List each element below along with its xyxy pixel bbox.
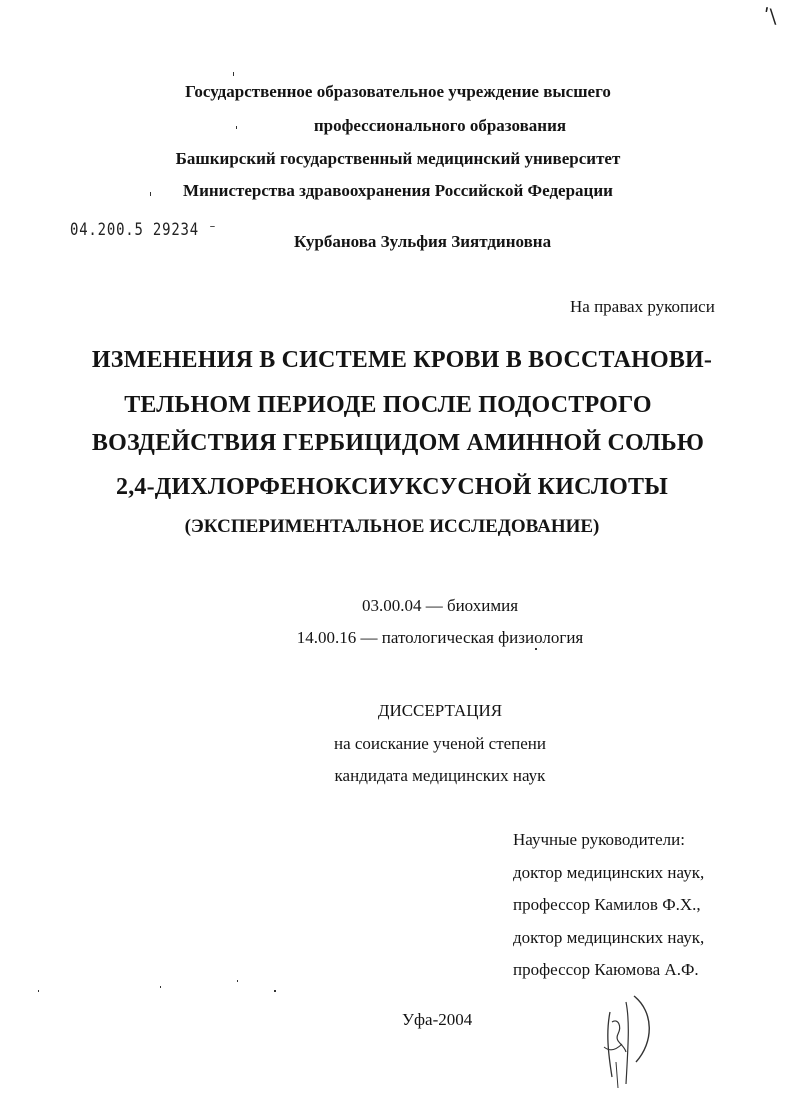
corner-handwritten-mark: ʹ\	[764, 4, 777, 28]
institution-line-2: профессионального образования	[313, 116, 567, 135]
scan-speck	[274, 990, 276, 992]
supervisor-line-3: доктор медицинских наук,	[513, 928, 705, 947]
title-line-3: ВОЗДЕЙСТВИЯ ГЕРБИЦИДОМ АМИННОЙ СОЛЬЮ	[91, 430, 705, 456]
institution-line-3: Башкирский государственный медицинский университет	[175, 149, 621, 168]
scan-speck	[233, 72, 234, 76]
dissertation-label: ДИССЕРТАЦИЯ	[377, 701, 503, 720]
signature	[596, 992, 662, 1092]
title-subtitle: (ЭКСПЕРИМЕНТАЛЬНОЕ ИССЛЕДОВАНИЕ)	[184, 516, 600, 537]
supervisors-heading: Научные руководители:	[513, 830, 685, 849]
supervisor-line-1: доктор медицинских наук,	[513, 863, 705, 882]
specialty-1: 03.00.04 — биохимия	[361, 596, 519, 615]
title-line-2: ТЕЛЬНОМ ПЕРИОДЕ ПОСЛЕ ПОДОСТРОГО	[124, 392, 652, 418]
scan-speck	[236, 126, 237, 129]
scan-speck	[237, 980, 238, 982]
scan-speck	[38, 990, 39, 992]
title-line-1: ИЗМЕНЕНИЯ В СИСТЕМЕ КРОВИ В ВОССТАНОВИ-	[91, 347, 713, 373]
city-year: Уфа-2004	[402, 1010, 473, 1029]
supervisor-line-4: профессор Каюмова А.Ф.	[513, 960, 699, 979]
scan-speck	[150, 192, 151, 196]
supervisor-line-2: профессор Камилов Ф.Х.,	[513, 895, 701, 914]
institution-line-4: Министерства здравоохранения Российской Федерации	[183, 181, 613, 200]
degree-purpose: на соискание ученой степени	[333, 734, 547, 753]
author-name: Курбанова Зульфия Зиятдиновна	[294, 232, 552, 251]
scan-speck	[160, 986, 161, 988]
specialty-2: 14.00.16 — патологическая физиология	[296, 628, 584, 647]
title-line-4: 2,4-ДИХЛОРФЕНОКСИУКСУСНОЙ КИСЛОТЫ	[116, 474, 668, 500]
scan-speck	[535, 648, 537, 650]
rights-note: На правах рукописи	[570, 297, 715, 316]
registration-stamp: 04.200.5 29234 ⁻	[70, 220, 218, 240]
institution-line-1: Государственное образовательное учреждение высшего	[185, 82, 611, 101]
degree-name: кандидата медицинских наук	[334, 766, 546, 785]
